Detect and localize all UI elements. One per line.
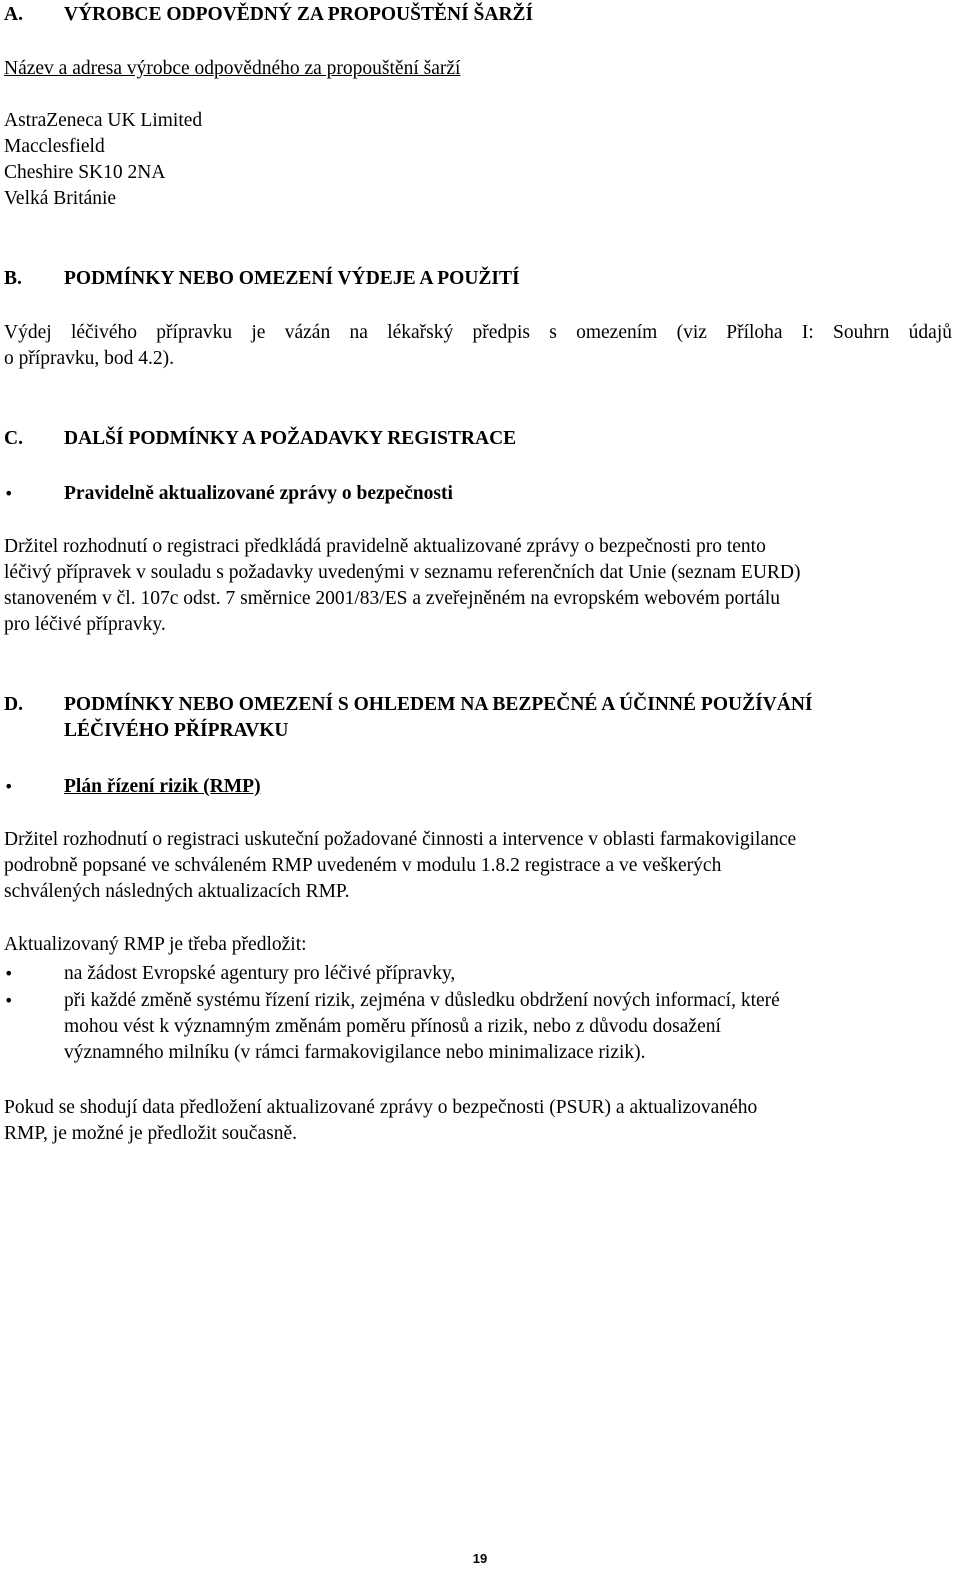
- text-line: Držitel rozhodnutí o registraci uskuteční požadované činnosti a intervence v oblasti farmakovigilance: [4, 829, 797, 850]
- text-line: Aktualizovaný RMP je třeba předložit:: [4, 934, 307, 955]
- section-d-heading: [4, 692, 952, 744]
- bullet-icon: [4, 961, 24, 987]
- bullet-icon: [4, 988, 24, 1014]
- text-line: stanoveném v čl. 107c odst. 7 směrnice 2001/83/ES a zveřejněném na evropském webovém portálu: [4, 588, 780, 609]
- section-c-label: C.: [4, 428, 23, 449]
- section-a-subtitle: [4, 56, 952, 82]
- address-line: Cheshire SK10 2NA: [4, 162, 166, 183]
- rmp-list-text: [64, 988, 952, 1066]
- section-a-title: VÝROBCE ODPOVĚDNÝ ZA PROPOUŠTĚNÍ ŠARŽÍ: [64, 4, 534, 25]
- section-c-title: DALŠÍ PODMÍNKY A POŽADAVKY REGISTRACE: [64, 428, 517, 449]
- psur-bullet-title: Pravidelně aktualizované zprávy o bezpečnosti: [64, 483, 453, 504]
- section-b-text: [4, 320, 952, 372]
- text-line: RMP, je možné je předložit současně.: [4, 1123, 297, 1144]
- text-line: mohou vést k významným změnám poměru přínosů a rizik, nebo z důvodu dosažení: [64, 1016, 721, 1037]
- text-line: o přípravku, bod 4.2).: [4, 348, 175, 369]
- address-line: Velká Británie: [4, 188, 117, 209]
- section-a-label: A.: [4, 4, 23, 25]
- text-line: léčivý přípravek v souladu s požadavky uvedenými v seznamu referenčních dat Unie (seznam EURD): [4, 562, 801, 583]
- section-d-label: D.: [4, 694, 23, 715]
- text-line: Držitel rozhodnutí o registraci předkládá pravidelně aktualizované zprávy o bezpečnosti pro tento: [4, 536, 766, 557]
- rmp-list-item: [4, 961, 952, 987]
- address-line: AstraZeneca UK Limited: [4, 110, 203, 131]
- section-b-label: B.: [4, 268, 22, 289]
- text-line: schválených následných aktualizacích RMP.: [4, 881, 350, 902]
- rmp-list-text: na žádost Evropské agentury pro léčivé přípravky,: [64, 963, 456, 984]
- section-c-paragraph: [4, 534, 952, 638]
- manufacturer-subtitle: Název a adresa výrobce odpovědného za propouštění šarží: [4, 58, 461, 79]
- bullet-icon: [4, 774, 24, 800]
- text-line: podrobně popsané ve schváleném RMP uvedeném v modulu 1.8.2 registrace a ve veškerých: [4, 855, 722, 876]
- section-d-title-line1: PODMÍNKY NEBO OMEZENÍ S OHLEDEM NA BEZPEČNÉ A ÚČINNÉ POUŽÍVÁNÍ: [64, 694, 813, 715]
- text-line: při každé změně systému řízení rizik, zejména v důsledku obdržení nových informací, které: [64, 990, 780, 1011]
- rmp-bullet-item: [4, 774, 952, 800]
- bullet-icon: [4, 481, 24, 507]
- text-line: Výdej léčivého přípravku je vázán na lékařský předpis s omezením (viz Příloha I: Souhrn údajů: [4, 322, 952, 343]
- section-b-title: PODMÍNKY NEBO OMEZENÍ VÝDEJE A POUŽITÍ: [64, 268, 520, 289]
- psur-rmp-paragraph: [4, 1095, 952, 1147]
- text-line: pro léčivé přípravky.: [4, 614, 166, 635]
- rmp-list-item: [4, 988, 952, 1066]
- section-d-paragraph: [4, 827, 952, 905]
- page-number: 19: [472, 1551, 488, 1566]
- manufacturer-address: [4, 108, 952, 212]
- text-line: významného milníku (v rámci farmakovigilance nebo minimalizace rizik).: [64, 1042, 646, 1063]
- section-d-title-line2: LÉČIVÉHO PŘÍPRAVKU: [64, 720, 289, 741]
- text-line: Pokud se shodují data předložení aktualizované zprávy o bezpečnosti (PSUR) a aktualizovaného: [4, 1097, 758, 1118]
- rmp-bullet-title: Plán řízení rizik (RMP): [64, 776, 261, 797]
- rmp-intro: [4, 932, 952, 958]
- address-line: Macclesfield: [4, 136, 105, 157]
- psur-bullet-item: [4, 481, 952, 507]
